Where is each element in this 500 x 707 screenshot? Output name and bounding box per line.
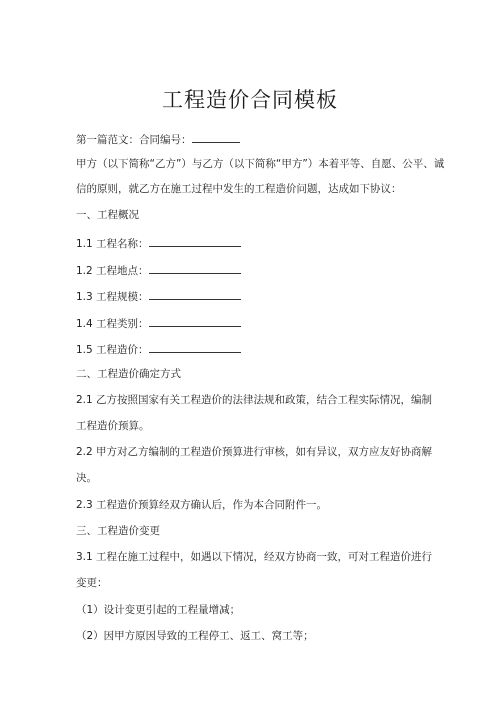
- contract-number-line: [76, 131, 240, 147]
- item-1-3-blank: [149, 288, 241, 300]
- contract-number-label: 第一篇范文：合同编号：: [76, 134, 192, 146]
- clause-3-1-line-2: 变更：: [76, 577, 108, 589]
- intro-paragraph-line-1: 甲方（以下简称“乙方”）与乙方（以下简称“甲方”）本着平等、自愿、公平、诚: [76, 158, 445, 170]
- clause-3-1-line-1: 3.1 工程在施工过程中，如遇以下情况，经双方协商一致，可对工程造价进行: [76, 551, 433, 563]
- item-1-1: [76, 235, 241, 251]
- section-3-heading: 三、工程造价变更: [76, 525, 160, 537]
- item-1-4-blank: [149, 315, 241, 327]
- item-1-5: [76, 341, 241, 357]
- clause-2-1-line-1: 2.1 乙方按照国家有关工程造价的法律法规和政策，结合工程实际情况，编制: [76, 394, 433, 406]
- clause-2-3: 2.3 工程造价预算经双方确认后，作为本合同附件一。: [76, 499, 328, 511]
- item-1-2-blank: [149, 262, 241, 274]
- clause-3-1-item-2: （2）因甲方原因导致的工程停工、返工、窝工等；: [76, 630, 314, 642]
- clause-3-1-item-1: （1）设计变更引起的工程量增减；: [76, 604, 241, 616]
- item-1-4: [76, 315, 241, 331]
- section-2-heading: 二、工程造价确定方式: [76, 368, 181, 380]
- item-1-3-label: 1.3 工程规模：: [76, 291, 149, 303]
- item-1-2-label: 1.2 工程地点：: [76, 265, 149, 277]
- item-1-1-blank: [149, 235, 241, 247]
- item-1-3: [76, 288, 241, 304]
- intro-paragraph-line-2: 信的原则，就乙方在施工过程中发生的工程造价问题，达成如下协议：: [76, 183, 402, 195]
- document-title: 工程造价合同模板: [162, 88, 338, 112]
- clause-2-1-line-2: 工程造价预算。: [76, 420, 150, 432]
- item-1-1-label: 1.1 工程名称：: [76, 238, 149, 250]
- clause-2-2-line-1: 2.2 甲方对乙方编制的工程造价预算进行审核，如有异议，双方应友好协商解: [76, 446, 433, 458]
- contract-number-blank: [192, 131, 240, 143]
- item-1-5-blank: [149, 341, 241, 353]
- item-1-2: [76, 262, 241, 278]
- item-1-4-label: 1.4 工程类别：: [76, 318, 149, 330]
- item-1-5-label: 1.5 工程造价：: [76, 344, 149, 356]
- section-1-heading: 一、工程概况: [76, 209, 139, 221]
- clause-2-2-line-2: 决。: [76, 472, 97, 484]
